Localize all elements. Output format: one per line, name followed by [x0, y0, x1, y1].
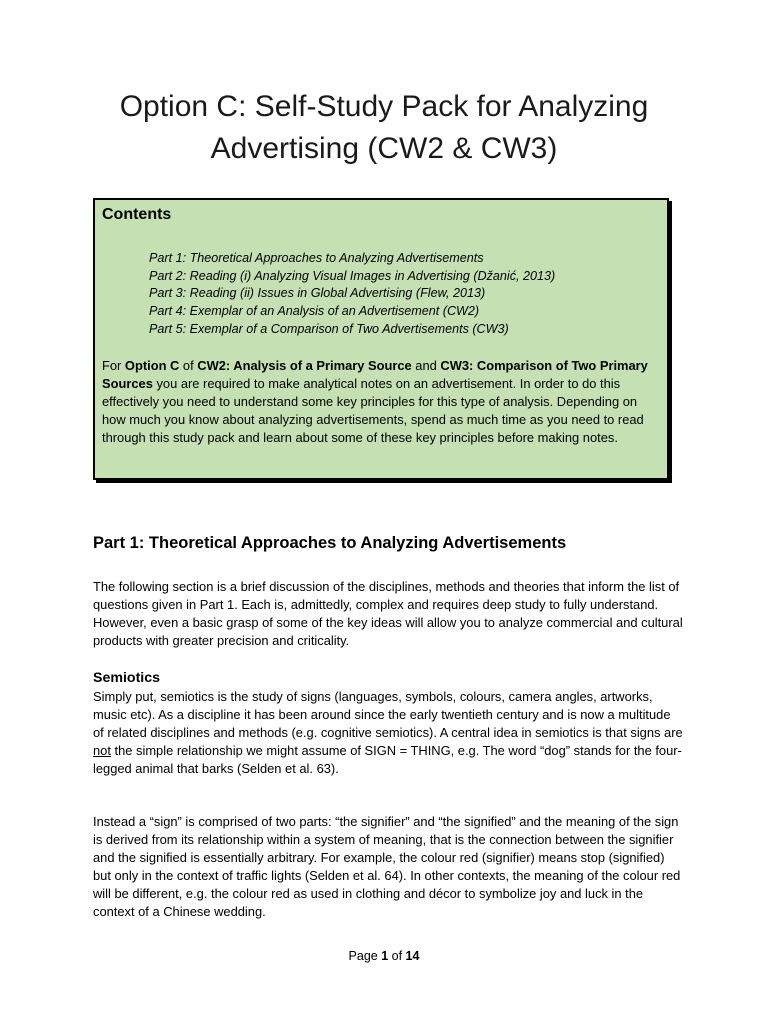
contents-box: [93, 198, 669, 480]
semiotics-heading: Semiotics: [93, 670, 161, 686]
page-title: [60, 86, 708, 170]
intro-option-c: Option C: [124, 357, 180, 373]
part1-heading: Part 1: Theoretical Approaches to Analyzing Advertisements: [93, 534, 567, 552]
intro-cw3: CW3: Comparison of Two Primary Sources: [102, 357, 648, 391]
intro-text: For: [102, 357, 125, 373]
emphasis-not: not: [93, 743, 111, 759]
page-of: of: [388, 949, 406, 963]
semiotics-text: Simply put, semiotics is the study of signs (languages, symbols, colours, camera angles, artworks, music etc). As a discipline it has been around since the early twentieth century and is now a multitude of related disciplines and methods (e.g. cognitive semiotics). A central idea in semiotics is that signs are: [93, 689, 683, 741]
contents-item: Part 4: Exemplar of an Analysis of an Advertisement (CW2): [149, 304, 480, 319]
intro-text: and: [411, 357, 441, 373]
semiotics-text: the simple relationship we might assume of SIGN = THING, e.g. The word “dog” stands for the four-legged animal that barks (Selden et al. 63).: [93, 743, 682, 777]
contents-item: Part 1: Theoretical Approaches to Analyzing Advertisements: [149, 251, 484, 265]
contents-heading: Contents: [102, 206, 172, 223]
semiotics-paragraph-1: [93, 688, 683, 778]
contents-item: Part 5: Exemplar of a Comparison of Two Advertisements (CW3): [149, 321, 509, 336]
intro-cw2: CW2: Analysis of a Primary Source: [197, 357, 412, 373]
title-line-1: Option C: Self-Study Pack for Analyzing: [119, 90, 649, 123]
contents-list: [149, 250, 660, 339]
page-footer: [0, 947, 768, 965]
contents-item: Part 3: Reading (ii) Issues in Global Advertising (Flew, 2013): [149, 286, 486, 301]
title-line-2: Advertising (CW2 & CW3): [210, 132, 558, 165]
intro-text: of: [179, 357, 198, 373]
page-total: 14: [405, 949, 420, 963]
intro-text: you are required to make analytical notes on an advertisement. In order to do this effectively you need to understand some key principles for this type of analysis. Depending on how much you know about analyzing advertisements, spend as much time as you need to read through this study pack and learn about some of these key principles before making notes.: [102, 375, 644, 446]
contents-intro-paragraph: [102, 357, 660, 448]
page-current: 1: [381, 949, 389, 963]
page-label: Page: [348, 949, 382, 963]
contents-item: Part 2: Reading (i) Analyzing Visual Images in Advertising (Džanić, 2013): [149, 268, 556, 283]
semiotics-paragraph-2: Instead a “sign” is comprised of two parts: “the signifier” and “the signified” and the meaning of the sign is derived from its relationship within a system of meaning, that is the connection between the signifier and the signified is essentially arbitrary. For example, the colour red (signifier) means stop (signified) but only in the context of traffic lights (Selden et al. 64). In other contexts, the meaning of the colour red will be different, e.g. the colour red as used in clothing and décor to symbolize joy and luck in the context of a Chinese wedding.: [93, 814, 681, 920]
part1-paragraph: The following section is a brief discussion of the disciplines, methods and theories that inform the list of questions given in Part 1. Each is, admittedly, complex and requires deep study to fully understand. However, even a basic grasp of some of the key ideas will allow you to analyze commercial and cultural products with greater precision and criticality.: [93, 579, 683, 649]
